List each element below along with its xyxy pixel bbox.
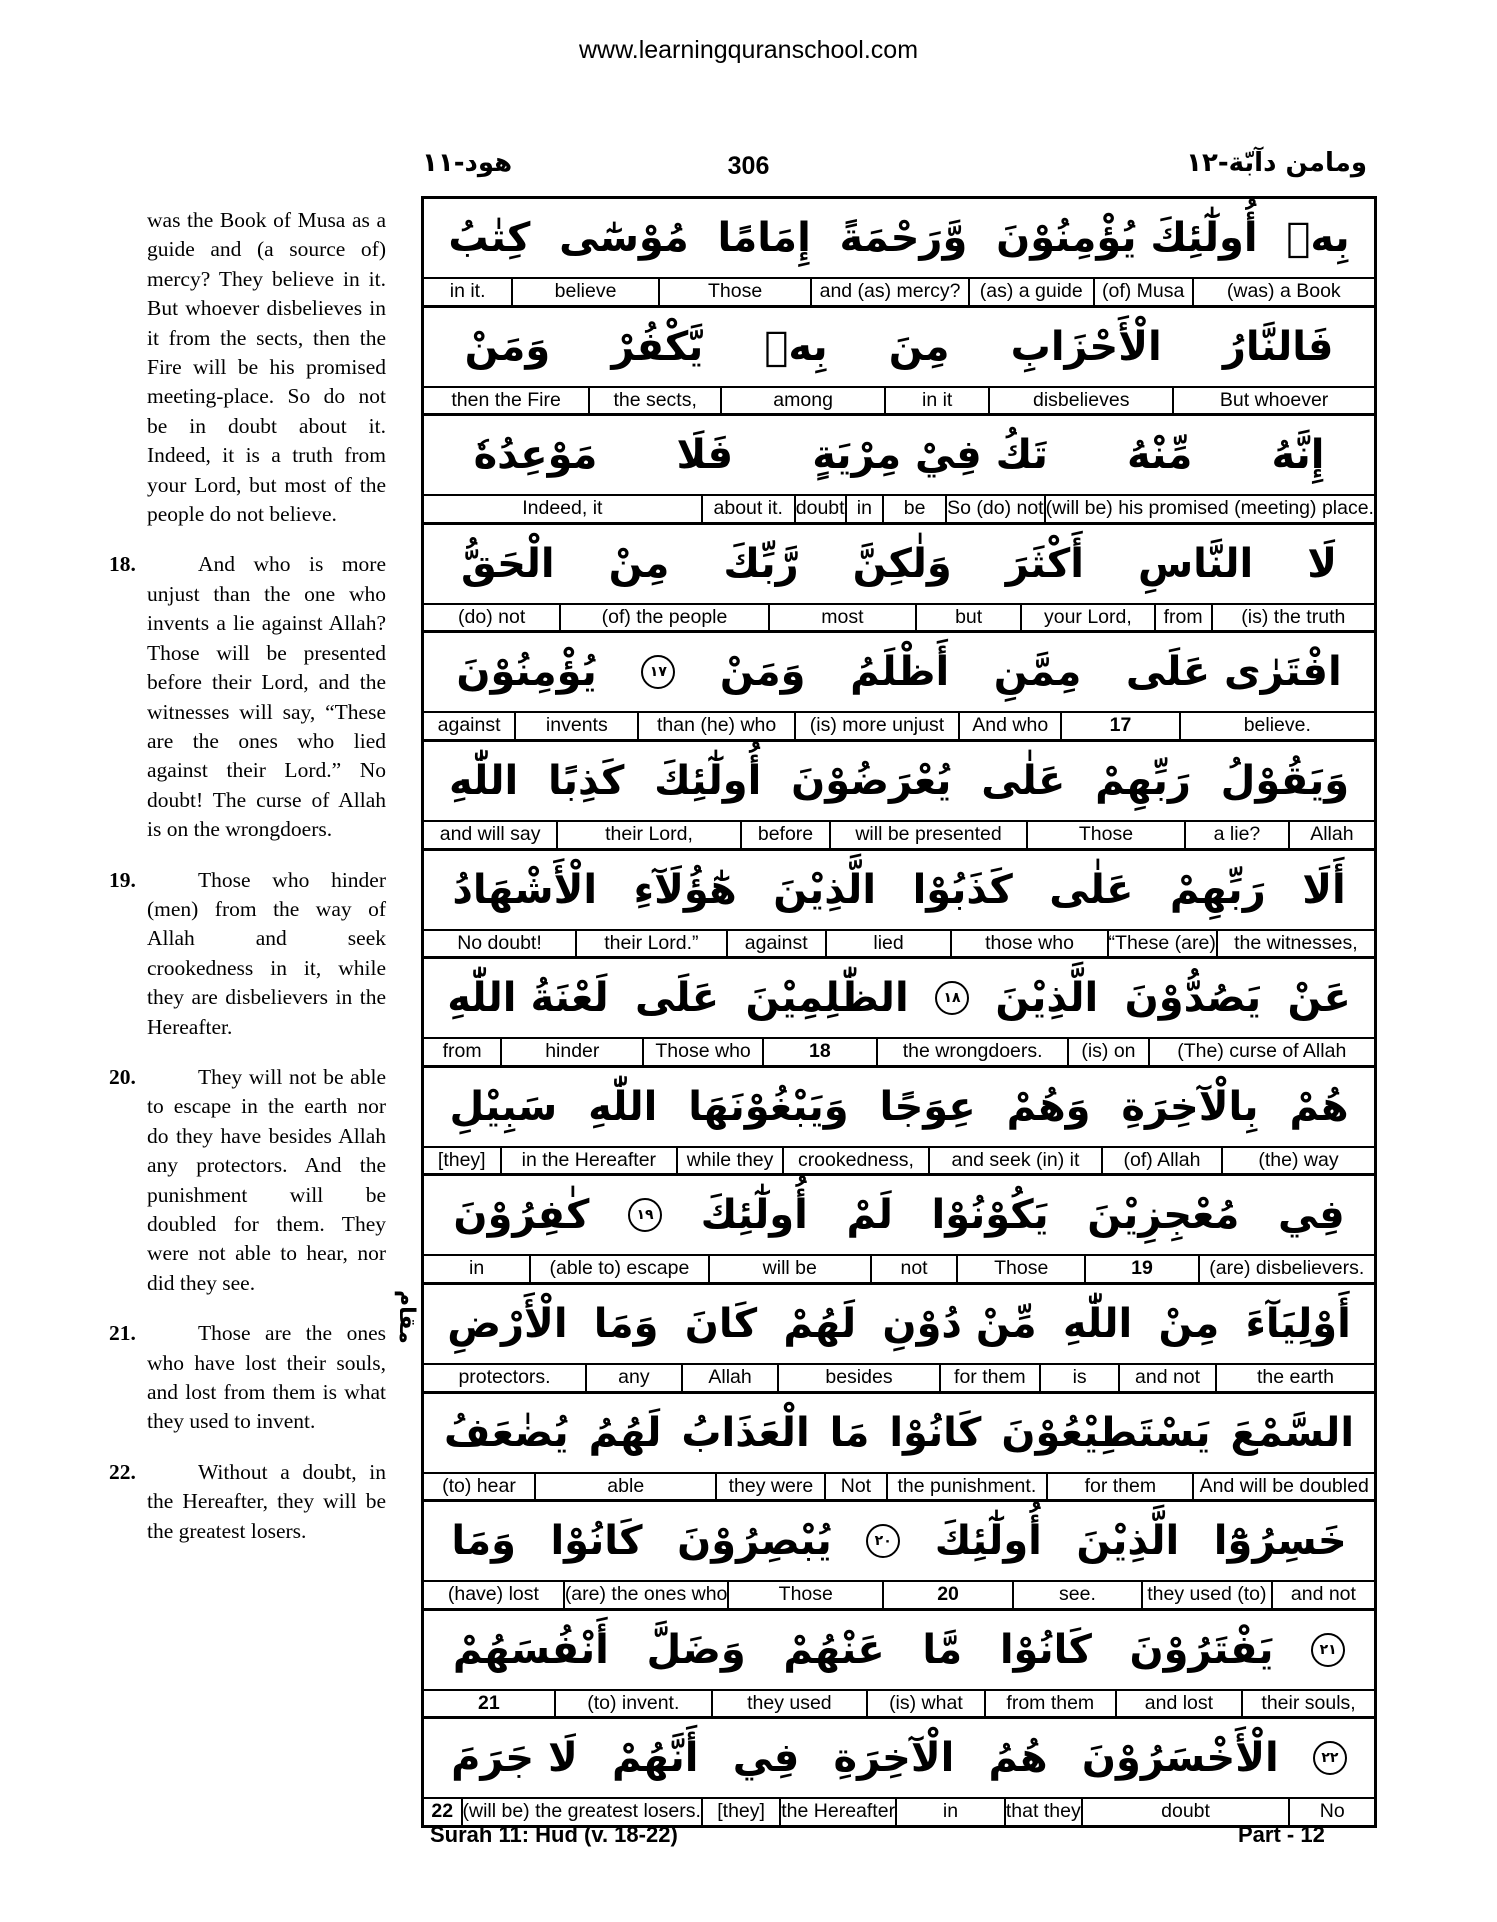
verse-text: Without a doubt, in the Hereafter, they will be the greatest losers. [147, 1459, 386, 1543]
arabic-row [424, 1285, 1374, 1365]
english-gloss-cell: a lie? [1184, 822, 1288, 848]
english-gloss-cell: their souls, [1241, 1691, 1374, 1717]
english-gloss-cell: (of) Musa [1093, 279, 1192, 305]
english-gloss-cell: besides [777, 1365, 938, 1391]
verse-block [424, 525, 1374, 634]
english-row [424, 1039, 1374, 1068]
english-gloss-cell: And who [958, 713, 1060, 739]
english-gloss-cell: against [726, 931, 825, 957]
english-gloss-cell: (do) not [458, 605, 526, 628]
english-gloss-cell: they used (to) [1141, 1582, 1271, 1608]
english-gloss-cell: believe [511, 279, 658, 305]
arabic-word: لَا جَرَمَ [451, 1735, 578, 1782]
english-gloss-cell: believe. [1179, 713, 1374, 739]
arabic-word: الَّذِيْنَ [995, 975, 1099, 1022]
english-gloss-cell: No doubt! [457, 931, 542, 954]
verse-block [424, 1394, 1374, 1503]
verse-translation [109, 1319, 386, 1437]
arabic-row [424, 1068, 1374, 1148]
english-gloss-cell: invents [514, 713, 637, 739]
english-gloss-cell: [they] [701, 1799, 779, 1825]
english-gloss-cell: than (he) who [637, 713, 793, 739]
english-gloss-cell: (is) on [1067, 1039, 1147, 1065]
arabic-word: وَيَقُوْلُ [1220, 757, 1350, 804]
arabic-row [424, 1176, 1374, 1256]
arabic-word: كَانَ [684, 1300, 758, 1347]
arabic-word: افْتَرٰى عَلَى [1125, 649, 1342, 696]
arabic-word: كَانُوْا [889, 1409, 982, 1456]
arabic-word: مَوْعِدُهٗ [473, 432, 598, 479]
verse-block [424, 742, 1374, 851]
english-row [424, 1365, 1374, 1394]
english-gloss-cell: Those who [642, 1039, 761, 1065]
arabic-word: لَعْنَةُ اللّٰهِ [447, 975, 609, 1022]
verse-number: 22. [109, 1459, 136, 1484]
english-gloss-cell: (will be) the greatest losers. [461, 1799, 701, 1825]
ayah-end-marker: ١٧ [641, 655, 675, 689]
english-gloss-cell: (is) more unjust [794, 713, 958, 739]
english-gloss-cell: their Lord, [556, 822, 739, 848]
arabic-word: هُمُ [988, 1735, 1048, 1782]
english-gloss-cell: And will be doubled [1192, 1474, 1374, 1500]
arabic-row [424, 742, 1374, 822]
verse-number: 18. [109, 552, 136, 577]
english-gloss-cell: [they] [437, 1148, 486, 1171]
english-gloss-cell: that they [1004, 1799, 1081, 1825]
arabic-word: لَمْ [846, 1192, 893, 1239]
english-gloss-cell: (to) invent. [554, 1691, 711, 1717]
english-gloss-cell: will be [708, 1256, 870, 1282]
english-gloss-cell: (able to) escape [529, 1256, 707, 1282]
arabic-word: كَذِبًا [548, 757, 625, 804]
arabic-word: أَظْلَمُ [850, 649, 950, 696]
english-gloss-cell: before [740, 822, 829, 848]
english-gloss-cell: (are) the ones who [563, 1582, 728, 1608]
ayah-number-cell: 17 [1060, 713, 1178, 739]
arabic-word: فَالنَّارُ [1222, 323, 1334, 370]
ayah-number-cell: 19 [1084, 1256, 1197, 1282]
arabic-word: أَوْلِيَآءَ [1245, 1300, 1351, 1347]
verse-block [424, 851, 1374, 960]
verse-text: And who is more unjust than the one who invents a lie against Allah? Those will be presented before their Lord, and the witnesses will say, “These are the ones who lied against their Lord.” No doubt! The curse of Allah is on the wrongdoers. [147, 552, 386, 842]
english-gloss-cell: about it. [701, 496, 794, 522]
english-row [424, 388, 1374, 417]
english-gloss-cell: the Hereafter [779, 1799, 895, 1825]
arabic-row [424, 525, 1374, 605]
english-row [424, 279, 1374, 308]
verse-translation [109, 1458, 386, 1546]
arabic-word: يُبْصِرُوْنَ [677, 1518, 832, 1565]
arabic-word: يُعْرَضُوْنَ [791, 757, 952, 804]
english-gloss-cell: (was) a Book [1192, 279, 1374, 305]
english-gloss-cell: see. [1012, 1582, 1141, 1608]
verse-translation [128, 206, 386, 529]
english-row [424, 605, 1374, 634]
english-gloss-cell: No [1288, 1799, 1374, 1825]
arabic-word: وَيَبْغُوْنَهَا [688, 1083, 849, 1130]
english-gloss-cell: Those [1026, 822, 1184, 848]
arabic-word: وَمَا [593, 1300, 659, 1347]
arabic-word: اللّٰهِ [588, 1083, 658, 1130]
english-gloss-cell: Those [658, 279, 811, 305]
arabic-word: الْأَحْزَابِ [1010, 323, 1162, 370]
english-gloss-cell: the sects, [588, 388, 720, 414]
english-gloss-cell: then the Fire [451, 388, 561, 411]
english-gloss-cell: and not [1271, 1582, 1374, 1608]
arabic-word: إِمَامًا [717, 215, 811, 261]
english-row [424, 1691, 1374, 1720]
arabic-word: مُوْسٰٓى [559, 215, 689, 261]
arabic-word: مَّا [922, 1626, 963, 1673]
arabic-word: الَّذِيْنَ [1076, 1518, 1180, 1565]
verse-block [424, 1611, 1374, 1720]
arabic-row [424, 416, 1374, 496]
english-gloss-cell: doubt [794, 496, 845, 522]
arabic-word: عِوَجًا [879, 1083, 976, 1130]
verse-block [424, 633, 1374, 742]
arabic-word: كِتٰبُ [448, 215, 531, 261]
translation-column [109, 206, 386, 1567]
ayah-end-marker: ١٨ [935, 981, 969, 1015]
ayah-number-cell: 22 [431, 1800, 454, 1823]
english-gloss-cell: while they [676, 1148, 782, 1174]
word-by-word-table [421, 196, 1377, 1828]
english-row [424, 496, 1374, 525]
arabic-row [424, 1502, 1374, 1582]
arabic-word: أُولٰٓئِكَ [934, 1518, 1042, 1565]
arabic-word: وَّرَحْمَةً [839, 215, 968, 261]
arabic-word: كَانُوْا [550, 1518, 643, 1565]
arabic-word: فَلَا [676, 432, 734, 479]
arabic-word: وَمَا [451, 1518, 516, 1565]
arabic-word: أَنَّهُمْ [612, 1735, 699, 1782]
english-gloss-cell: your Lord, [1020, 605, 1153, 631]
arabic-row [424, 959, 1374, 1039]
english-gloss-cell: Allah [1288, 822, 1374, 848]
english-gloss-cell: the wrongdoers. [876, 1039, 1067, 1065]
english-gloss-cell: they used [711, 1691, 866, 1717]
arabic-row [424, 851, 1374, 931]
arabic-word: هٰٓؤُلَآءِ [633, 866, 737, 913]
arabic-row [424, 1394, 1374, 1474]
arabic-word: عَنْهُمْ [783, 1626, 885, 1673]
ayah-number-cell: 18 [762, 1039, 876, 1065]
english-gloss-cell: in the Hereafter [500, 1148, 677, 1174]
footer-part-label: Part - 12 [1238, 1822, 1325, 1847]
arabic-word: إِنَّهُ [1271, 432, 1325, 479]
ayah-end-marker: ٢١ [1311, 1633, 1345, 1667]
ayah-number-cell: 20 [882, 1582, 1012, 1608]
arabic-word: مِنْ [608, 540, 670, 587]
arabic-row [424, 1719, 1374, 1799]
english-gloss-cell: in it. [449, 280, 486, 302]
arabic-word: اللّٰهِ [448, 757, 519, 804]
english-gloss-cell: (to) hear [442, 1474, 516, 1497]
arabic-word: لَا [1307, 540, 1338, 587]
english-gloss-cell: “These (are) [1107, 931, 1216, 957]
arabic-word: الْأَخْسَرُوْنَ [1081, 1735, 1279, 1782]
arabic-word: سَبِيْلِ [449, 1083, 558, 1130]
verse-text: Those who hinder (men) from the way of Allah and seek crookedness in it, while they are disbelievers in the Hereafter. [147, 867, 386, 1039]
arabic-word: بِهٖ [764, 323, 828, 370]
verse-block [424, 1502, 1374, 1611]
arabic-row [424, 199, 1374, 279]
english-gloss-cell: in [895, 1799, 1004, 1825]
arabic-word: يَكُوْنُوْا [931, 1192, 1049, 1239]
ayah-number-cell: 21 [478, 1691, 500, 1714]
arabic-word: يَّكْفُرْ [611, 323, 704, 370]
english-gloss-cell: (The) curse of Allah [1148, 1039, 1374, 1065]
ayah-end-marker: ٢٠ [866, 1524, 900, 1558]
verse-number: 20. [109, 1064, 136, 1089]
english-gloss-cell: not [870, 1256, 956, 1282]
english-row [424, 1148, 1374, 1177]
english-gloss-cell: in it [884, 388, 988, 414]
english-gloss-cell: from them [984, 1691, 1115, 1717]
english-gloss-cell: Not [824, 1474, 885, 1500]
english-gloss-cell: they were [715, 1474, 824, 1500]
site-url: www.learningquranschool.com [578, 36, 919, 64]
arabic-word: كَانُوْا [999, 1626, 1092, 1673]
arabic-word: الْعَذَابُ [681, 1409, 810, 1456]
arabic-word: رَبِّهِمْ [1095, 757, 1191, 804]
english-gloss-cell: (as) a guide [968, 279, 1093, 305]
english-gloss-cell: (will be) his promised (meeting) place. [1044, 496, 1374, 522]
arabic-word: وَمَنْ [464, 323, 551, 370]
verse-block [424, 1719, 1374, 1825]
english-gloss-cell: will be presented [829, 822, 1026, 848]
english-gloss-cell: (of) Allah [1101, 1148, 1221, 1174]
footer-surah-label: Surah 11: Hud (v. 18-22) [430, 1822, 678, 1847]
english-gloss-cell: hinder [500, 1039, 642, 1065]
arabic-word: السَّمْعَ [1230, 1409, 1355, 1456]
arabic-word: أَلَا [1302, 866, 1346, 913]
arabic-word: مُعْجِزِيْنَ [1087, 1192, 1240, 1239]
verse-text: Those are the ones who have lost their souls, and lost from them is what they used to invent. [147, 1321, 386, 1434]
arabic-word: أُولٰٓئِكَ يُؤْمِنُوْنَ [996, 215, 1258, 261]
arabic-word: يُضٰعَفُ [444, 1409, 569, 1456]
verse-text: was the Book of Musa as a guide and (a source of) mercy? They believe in it. But whoever disbelieves in it from the sects, then the Fire will be his promised meeting-place. So do not be in doubt about it. Indeed, it is a truth from your Lord, but most of the people do not believe. [147, 208, 386, 527]
english-gloss-cell: and lost [1115, 1691, 1242, 1717]
arabic-word: أُولٰٓئِكَ [700, 1192, 808, 1239]
side-mark: مقام [394, 1290, 419, 1344]
arabic-word: فِي [732, 1735, 800, 1782]
arabic-word: يَصُدُّوْنَ [1124, 975, 1262, 1022]
english-row [424, 931, 1374, 960]
english-gloss-cell: (is) what [866, 1691, 984, 1717]
verse-block [424, 308, 1374, 417]
english-gloss-cell: but [915, 605, 1020, 631]
verse-translation [109, 866, 386, 1042]
verse-block [424, 1285, 1374, 1394]
verse-number: 19. [109, 867, 136, 892]
arabic-word: عَنْ [1287, 975, 1351, 1022]
ayah-end-marker: ٢٢ [1313, 1741, 1347, 1775]
juz-header-arabic: ومامن دآبّة-١٢ [1186, 148, 1367, 178]
page-number: 306 [727, 152, 770, 180]
arabic-word: خَسِرُوْٓا [1213, 1518, 1347, 1565]
arabic-word: الْأَشْهَادُ [452, 866, 598, 913]
arabic-word: مِنْ [1158, 1300, 1220, 1347]
english-gloss-cell: (are) disbelievers. [1198, 1256, 1374, 1282]
verse-translation [109, 1063, 386, 1298]
english-gloss-cell: the earth [1215, 1365, 1374, 1391]
english-gloss-cell: the punishment. [886, 1474, 1047, 1500]
arabic-word: لَهُمْ [783, 1300, 857, 1347]
english-gloss-cell: and (as) mercy? [810, 279, 967, 305]
english-gloss-cell: (is) the truth [1211, 605, 1374, 631]
english-row [424, 1582, 1374, 1611]
arabic-word: هُمْ [1289, 1083, 1349, 1130]
arabic-word: الْحَقُّ [461, 540, 555, 587]
arabic-word: وَهُمْ [1006, 1083, 1091, 1130]
english-row [424, 713, 1374, 742]
arabic-word: عَلٰى [1049, 866, 1134, 913]
english-gloss-cell: those who [950, 931, 1106, 957]
arabic-word: أُولٰٓئِكَ [654, 757, 762, 804]
english-gloss-cell: in [469, 1257, 485, 1280]
verse-block [424, 1068, 1374, 1177]
arabic-word: يَفْتَرُوْنَ [1129, 1626, 1274, 1673]
english-gloss-cell: and will say [439, 822, 541, 845]
english-gloss-cell: But whoever [1172, 388, 1374, 414]
arabic-word: مِّنْهُ [1127, 432, 1193, 479]
english-gloss-cell: Allah [681, 1365, 778, 1391]
english-gloss-cell: Indeed, it [522, 497, 603, 520]
arabic-word: رَّبِّكَ [723, 540, 799, 587]
arabic-word: مِّنْ دُوْنِ [882, 1300, 1037, 1347]
verse-block [424, 1176, 1374, 1285]
verse-translation [109, 550, 386, 844]
arabic-word: بِالْآخِرَةِ [1121, 1083, 1259, 1130]
arabic-word: الْآخِرَةِ [833, 1735, 955, 1782]
english-gloss-cell: (the) way [1221, 1148, 1374, 1174]
english-gloss-cell: and not [1118, 1365, 1215, 1391]
arabic-word: بِهٖ [1286, 215, 1350, 261]
english-gloss-cell: Those [727, 1582, 882, 1608]
english-gloss-cell: for them [1046, 1474, 1192, 1500]
english-gloss-cell: is [1039, 1365, 1118, 1391]
english-gloss-cell: among [720, 388, 884, 414]
english-gloss-cell: against [437, 714, 501, 737]
arabic-word: عَلَى [635, 975, 720, 1022]
arabic-word: كَذَبُوْا [912, 866, 1013, 913]
english-row [424, 1256, 1374, 1285]
english-gloss-cell: from [1154, 605, 1211, 631]
verse-number: 21. [109, 1321, 136, 1346]
english-gloss-cell: protectors. [458, 1365, 551, 1388]
arabic-word: أَنْفُسَهُمْ [452, 1626, 609, 1673]
arabic-word: يُؤْمِنُوْنَ [456, 649, 597, 696]
arabic-word: مَا [829, 1409, 870, 1456]
arabic-word: أَكْثَرَ [1005, 540, 1084, 587]
arabic-row [424, 633, 1374, 713]
arabic-row [424, 308, 1374, 388]
english-gloss-cell: in [845, 496, 883, 522]
arabic-word: الظّٰلِمِيْنَ [745, 975, 909, 1022]
english-row [424, 822, 1374, 851]
english-gloss-cell: crookedness, [782, 1148, 928, 1174]
verse-block [424, 959, 1374, 1068]
english-gloss-cell: and seek (in) it [928, 1148, 1101, 1174]
english-row [424, 1474, 1374, 1503]
english-gloss-cell: disbelieves [988, 388, 1172, 414]
arabic-word: وَلٰكِنَّ [852, 540, 952, 587]
arabic-word: وَضَلَّ [646, 1626, 746, 1673]
arabic-word: الَّذِيْنَ [773, 866, 877, 913]
arabic-word: مِنَ [888, 323, 950, 370]
english-gloss-cell: their Lord.” [575, 931, 726, 957]
arabic-word: الْأَرْضِ [447, 1300, 568, 1347]
english-gloss-cell: Those [956, 1256, 1084, 1282]
arabic-word: عَلٰى [981, 757, 1066, 804]
verse-text: They will not be able to escape in the earth nor do they have besides Allah any protectors. And the punishment will be doubled for them. They were not able to hear, nor did they see. [147, 1064, 386, 1295]
english-gloss-cell: for them [939, 1365, 1040, 1391]
arabic-word: لَهُمُ [588, 1409, 662, 1456]
english-gloss-cell: most [768, 605, 915, 631]
english-gloss-cell: able [534, 1474, 716, 1500]
arabic-word: كٰفِرُوْنَ [453, 1192, 590, 1239]
verse-block [424, 416, 1374, 525]
english-gloss-cell: from [442, 1040, 482, 1063]
arabic-word: مِمَّنِ [993, 649, 1082, 696]
english-gloss-cell: lied [825, 931, 951, 957]
verse-block [424, 199, 1374, 308]
arabic-word: وَمَنْ [719, 649, 806, 696]
arabic-word: فِي [1278, 1192, 1345, 1239]
english-gloss-cell: doubt [1081, 1799, 1289, 1825]
english-gloss-cell: any [585, 1365, 681, 1391]
arabic-word: اللّٰهِ [1062, 1300, 1133, 1347]
arabic-word: النَّاسِ [1137, 540, 1254, 587]
arabic-row [424, 1611, 1374, 1691]
surah-header-arabic: هود-١١ [422, 148, 513, 178]
ayah-end-marker: ١٩ [628, 1198, 662, 1232]
english-gloss-cell: (have) lost [447, 1583, 539, 1606]
arabic-word: يَسْتَطِيْعُوْنَ [1001, 1409, 1211, 1456]
english-gloss-cell: So (do) not [945, 496, 1043, 522]
arabic-word: تَكُ فِيْ مِرْيَةٍ [812, 432, 1048, 479]
english-gloss-cell: the witnesses, [1216, 931, 1374, 957]
english-gloss-cell: be [882, 496, 945, 522]
english-gloss-cell: (of) the people [559, 605, 767, 631]
arabic-word: رَبِّهِمْ [1169, 866, 1266, 913]
